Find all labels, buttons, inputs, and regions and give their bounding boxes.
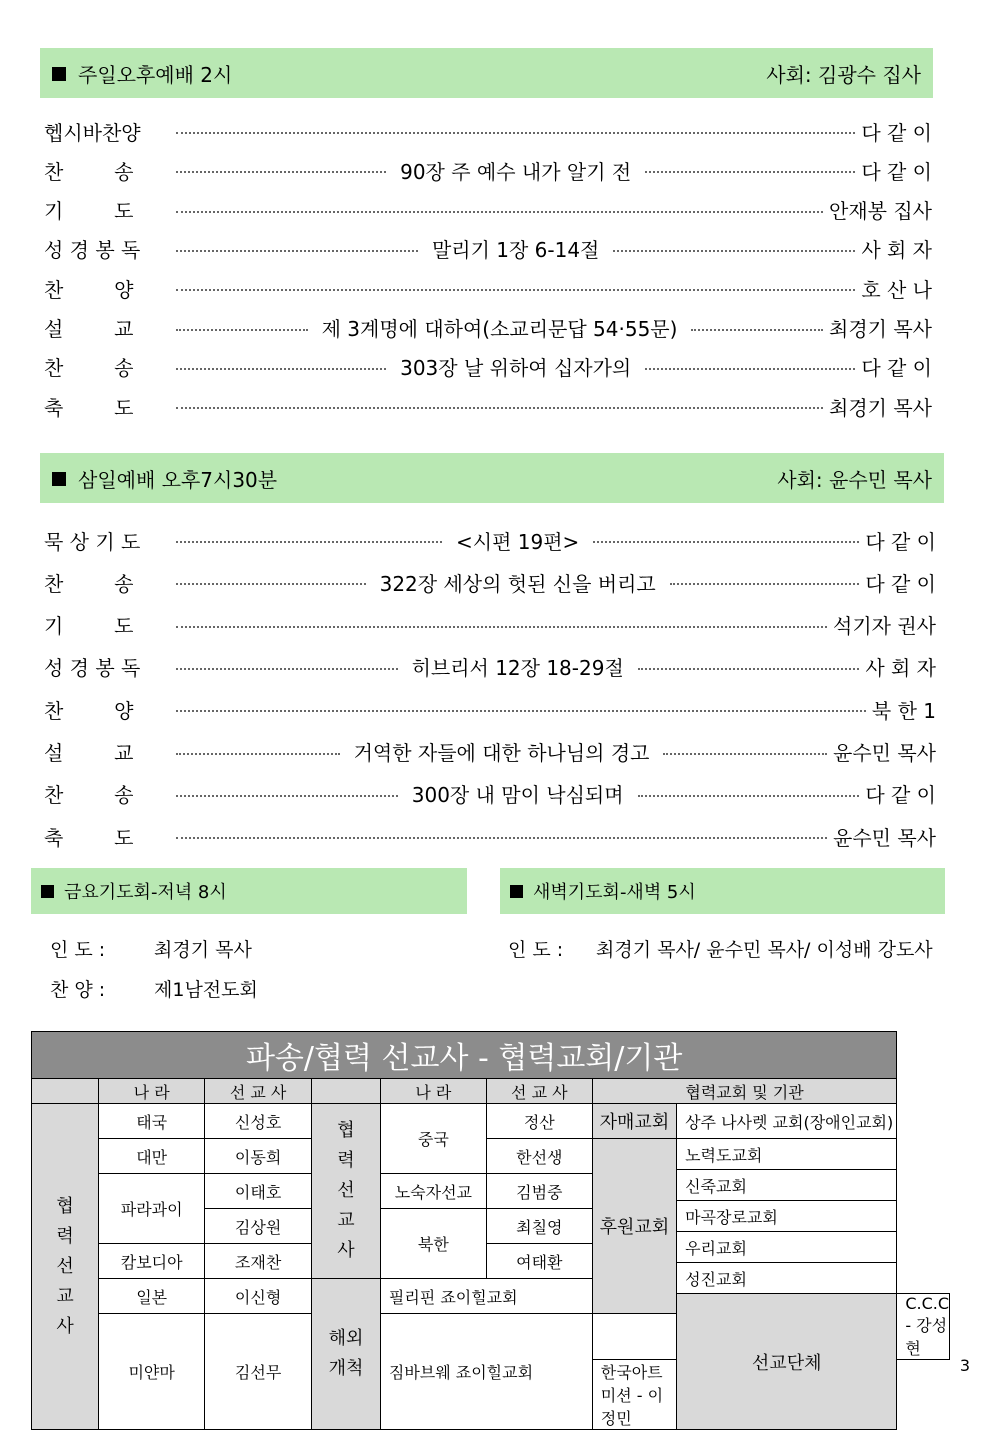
dot-leader [176, 753, 340, 755]
dawn-prayer-header [500, 868, 945, 914]
missionary-cell: 여태환 [486, 1244, 592, 1279]
sent-missionary-label: 협 력 선 교 사 [32, 1104, 99, 1430]
wednesday-service-title: 삼일예배 오후7시30분 [78, 467, 278, 492]
program-item-person: 다 같 이 [865, 571, 936, 596]
missionary-cell: 이동희 [205, 1139, 312, 1174]
country-cell: 노숙자선교 [380, 1174, 486, 1209]
program-item-person: 다 같 이 [865, 529, 937, 554]
dot-leader [176, 289, 855, 291]
program-row [44, 388, 932, 424]
program-item-content: 303장 날 위하여 십자가의 [400, 356, 632, 381]
dot-leader [176, 211, 823, 213]
friday-prayer-title: 금요기도회-저녁 8시 [64, 882, 227, 903]
country-cell: 대만 [99, 1139, 205, 1174]
dot-leader [638, 795, 860, 797]
square-bullet-icon [41, 885, 54, 898]
support-church: 마곡장로교회 [677, 1201, 897, 1232]
square-bullet-icon [52, 67, 66, 81]
dot-leader [176, 710, 866, 712]
program-item-label: 묵 상 기 도 [44, 529, 141, 554]
support-church: 우리교회 [677, 1232, 897, 1263]
dot-leader [663, 753, 827, 755]
program-item-label: 성 경 봉 독 [44, 656, 141, 681]
afternoon-service-header [40, 48, 933, 98]
program-item-person: 석기자 권사 [833, 614, 936, 639]
program-item-content: 제 3계명에 대하여(소교리문답 54·55문) [321, 317, 678, 341]
header-partner-church: 협력교회 및 기관 [592, 1079, 897, 1104]
program-item-person: 사 회 자 [861, 238, 932, 263]
program-item-person: 윤수민 목사 [833, 741, 937, 765]
program-row [44, 349, 932, 385]
program-row [44, 776, 936, 812]
support-church: 신죽교회 [677, 1170, 897, 1201]
missionary-cell: 이태호 [205, 1174, 312, 1209]
program-item-label: 축 도 [44, 825, 134, 850]
dot-leader [638, 668, 860, 670]
sister-church: 상주 나사렛 교회(장애인교회) [677, 1104, 897, 1139]
wednesday-service-header [40, 453, 944, 503]
program-item-label: 찬 양 [44, 277, 134, 302]
friday-leader-label: 인 도 : [50, 939, 106, 961]
friday-leader [50, 935, 252, 962]
program-item-label: 축 도 [44, 395, 134, 420]
program-item-label: 설 교 [44, 741, 134, 765]
program-row [44, 270, 932, 306]
country-cell: 캄보디아 [99, 1244, 205, 1279]
dot-leader [645, 171, 855, 173]
country-cell: 미얀마 [99, 1314, 205, 1430]
program-row [44, 734, 936, 770]
program-item-label: 설 교 [44, 317, 134, 341]
dot-leader [176, 668, 398, 670]
country-cell: 태국 [99, 1104, 205, 1139]
program-item-person: 최경기 목사 [829, 317, 933, 341]
friday-prayer-header [31, 868, 467, 914]
dot-leader [645, 368, 855, 370]
dot-leader [670, 583, 860, 585]
program-item-content: 거역한 자들에 대한 하나님의 경고 [353, 741, 650, 765]
dot-leader [176, 250, 418, 252]
missionary-cell: 조재찬 [205, 1244, 312, 1279]
friday-praise-value: 제1남전도회 [154, 979, 258, 1001]
dot-leader [176, 795, 398, 797]
dot-leader [176, 368, 386, 370]
program-item-person: 호 산 나 [861, 277, 932, 302]
program-row [44, 649, 936, 685]
missionary-cell: 김상원 [205, 1209, 312, 1244]
header-missionary: 선 교 사 [205, 1079, 312, 1104]
program-item-label: 찬 양 [44, 698, 134, 723]
program-item-content: 300장 내 맘이 낙심되며 [411, 783, 624, 808]
dot-leader [176, 329, 308, 331]
dot-leader [176, 171, 386, 173]
header-blank [312, 1079, 381, 1104]
program-item-person: 다 같 이 [865, 783, 936, 808]
support-church: 노력도교회 [677, 1139, 897, 1170]
program-item-content: <시편 19편> [456, 529, 580, 554]
program-item-person: 안재봉 집사 [829, 199, 932, 224]
missionary-cell: 정산 [486, 1104, 592, 1139]
program-item-person: 북 한 1 [871, 698, 936, 723]
overseas-church: 필리핀 죠이힐교회 [380, 1279, 592, 1314]
program-item-content: 말리기 1장 6-14절 [431, 238, 600, 263]
wednesday-service-host: 사회: 윤수민 목사 [777, 467, 932, 492]
program-item-content: 322장 세상의 헛된 신을 버리고 [379, 571, 656, 596]
dot-leader [613, 250, 855, 252]
friday-leader-value: 최경기 목사 [154, 939, 252, 961]
program-item-person: 다 같 이 [861, 159, 932, 184]
overseas-church: 짐바브웨 죠이힐교회 [380, 1314, 592, 1430]
missionary-cell: 김범중 [486, 1174, 592, 1209]
dawn-leader [508, 935, 933, 962]
program-item-label: 찬 송 [44, 159, 134, 184]
dot-leader [176, 626, 827, 628]
program-item-label: 성 경 봉 독 [44, 238, 141, 263]
program-item-label: 찬 송 [44, 356, 134, 381]
program-row [44, 522, 936, 558]
country-cell: 중국 [380, 1104, 486, 1174]
program-row [44, 691, 936, 727]
dot-leader [176, 407, 823, 409]
program-item-content: 히브리서 12장 18-29절 [411, 656, 624, 681]
coop-missionary-label: 협 력 선 교 사 [312, 1104, 381, 1279]
support-church-label: 후원교회 [592, 1139, 676, 1314]
program-row [44, 818, 936, 854]
square-bullet-icon [510, 885, 523, 898]
mission-org: C.C.C - 강성현 [897, 1294, 950, 1360]
afternoon-service-host: 사회: 김광수 집사 [766, 62, 921, 87]
program-item-person: 다 같 이 [861, 356, 933, 381]
country-cell: 북한 [380, 1209, 486, 1279]
mission-org-label: 선교단체 [677, 1294, 897, 1430]
header-blank [32, 1079, 99, 1104]
program-row [44, 192, 932, 228]
missionary-cell: 김선무 [205, 1314, 312, 1430]
sister-church-label: 자매교회 [592, 1104, 676, 1139]
friday-praise [50, 975, 258, 1002]
country-cell: 일본 [99, 1279, 205, 1314]
program-row [44, 152, 932, 188]
program-item-person: 최경기 목사 [829, 395, 932, 420]
dot-leader [176, 837, 827, 839]
dawn-leader-label: 인 도 : [508, 939, 564, 961]
program-row [44, 310, 932, 346]
country-cell: 파라과이 [99, 1174, 205, 1244]
afternoon-service-title: 주일오후예배 2시 [78, 62, 233, 87]
header-country: 나 라 [99, 1079, 205, 1104]
program-row [44, 607, 936, 643]
program-row [44, 113, 932, 149]
program-item-person: 사 회 자 [865, 656, 937, 681]
program-row [44, 564, 936, 600]
program-item-label: 기 도 [44, 199, 134, 224]
dot-leader [176, 541, 442, 543]
header-country: 나 라 [380, 1079, 486, 1104]
square-bullet-icon [52, 472, 66, 486]
missionary-cell: 최칠영 [486, 1209, 592, 1244]
program-item-person: 다 같 이 [861, 120, 932, 145]
dot-leader [176, 583, 366, 585]
friday-praise-label: 찬 양 : [50, 979, 106, 1001]
missions-table [31, 1031, 950, 1430]
dot-leader [691, 329, 823, 331]
program-item-person: 윤수민 목사 [833, 825, 936, 850]
program-row [44, 231, 932, 267]
page-number: 3 [959, 1356, 970, 1375]
support-church: 성진교회 [677, 1263, 897, 1294]
dawn-leader-value: 최경기 목사/ 윤수민 목사/ 이성배 강도사 [596, 939, 933, 961]
program-item-label: 헵시바찬양 [44, 120, 141, 145]
missions-table-title: 파송/협력 선교사 - 협력교회/기관 [32, 1032, 897, 1079]
program-item-label: 기 도 [44, 614, 134, 639]
program-item-label: 찬 송 [44, 571, 134, 596]
dot-leader [176, 132, 855, 134]
missionary-cell: 이신형 [205, 1279, 312, 1314]
missionary-cell: 한선생 [486, 1139, 592, 1174]
overseas-label: 해외 개척 [312, 1279, 381, 1430]
mission-org: 한국아트미션 - 이정민 [592, 1360, 676, 1430]
dawn-prayer-title: 새벽기도회-새벽 5시 [533, 882, 696, 903]
program-item-label: 찬 송 [44, 783, 134, 808]
dot-leader [593, 541, 859, 543]
program-item-content: 90장 주 예수 내가 알기 전 [400, 159, 632, 184]
missionary-cell: 신성호 [205, 1104, 312, 1139]
header-missionary: 선 교 사 [486, 1079, 592, 1104]
